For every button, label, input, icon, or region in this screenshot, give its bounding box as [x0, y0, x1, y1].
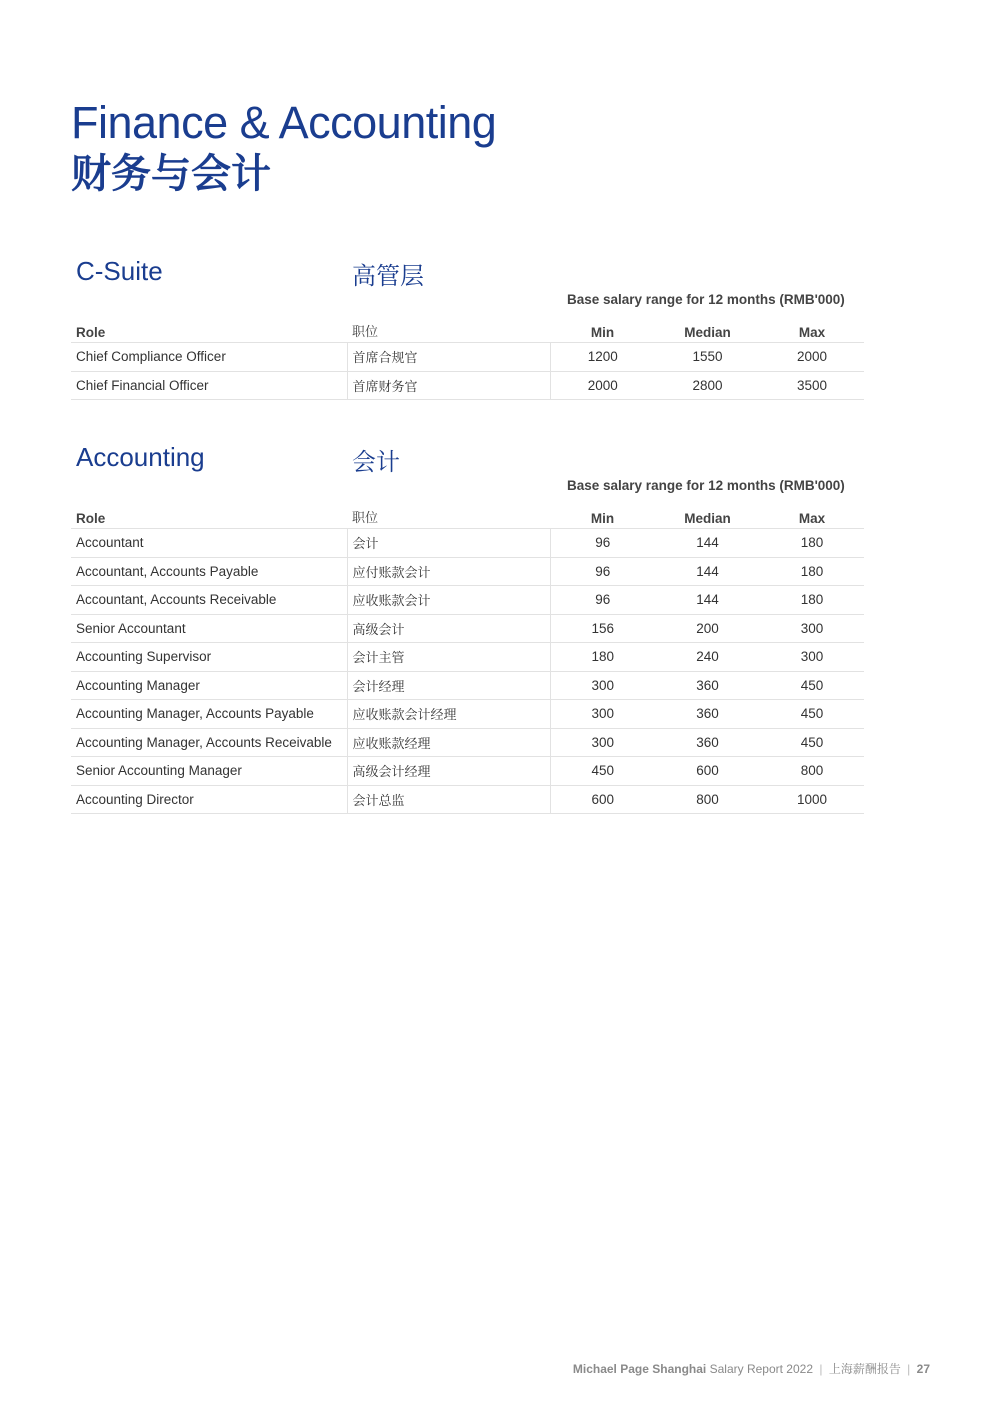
- role-zh-cell: 应付账款会计: [347, 557, 550, 586]
- role-cell: Chief Compliance Officer: [71, 343, 347, 372]
- max-cell: 450: [760, 671, 864, 700]
- median-cell: 144: [655, 529, 760, 558]
- section-title: Accounting: [76, 442, 205, 472]
- table-row: [71, 643, 864, 672]
- section-title: C-Suite: [76, 256, 163, 286]
- footer-report: Salary Report 2022: [709, 1362, 813, 1376]
- column-header-median: Median: [684, 325, 731, 340]
- role-cell: Chief Financial Officer: [71, 371, 347, 400]
- column-header-role: Role: [76, 511, 106, 526]
- column-header-max: Max: [798, 511, 826, 526]
- min-cell: 600: [550, 785, 655, 814]
- section-title-zh: 会计: [352, 448, 400, 476]
- footer-separator: |: [819, 1362, 823, 1376]
- min-cell: 96: [550, 557, 655, 586]
- table-row: [71, 671, 864, 700]
- role-cell: Accountant: [71, 529, 347, 558]
- table-row: [71, 343, 864, 372]
- table-row: [71, 529, 864, 558]
- max-cell: 180: [760, 529, 864, 558]
- median-cell: 2800: [655, 371, 760, 400]
- page-title: Finance & Accounting: [71, 97, 497, 148]
- salary-table: [71, 312, 864, 400]
- median-cell: 800: [655, 785, 760, 814]
- max-cell: 1000: [760, 785, 864, 814]
- role-cell: Accounting Director: [71, 785, 347, 814]
- role-cell: Accounting Manager: [71, 671, 347, 700]
- footer-separator: |: [907, 1362, 911, 1376]
- role-zh-cell: 应收账款会计: [347, 586, 550, 615]
- table-row: [71, 586, 864, 615]
- table-row: [71, 614, 864, 643]
- max-cell: 450: [760, 728, 864, 757]
- column-header-median: Median: [684, 511, 731, 526]
- table-row: [71, 785, 864, 814]
- median-cell: 144: [655, 557, 760, 586]
- median-cell: 360: [655, 728, 760, 757]
- role-zh-cell: 首席财务官: [347, 371, 550, 400]
- max-cell: 300: [760, 643, 864, 672]
- max-cell: 300: [760, 614, 864, 643]
- table-row: [71, 757, 864, 786]
- column-header-zh: 职位: [352, 325, 379, 340]
- median-cell: 200: [655, 614, 760, 643]
- column-header-max: Max: [798, 325, 826, 340]
- min-cell: 2000: [550, 371, 655, 400]
- footer-brand: Michael Page Shanghai: [572, 1362, 707, 1376]
- min-cell: 450: [550, 757, 655, 786]
- median-cell: 360: [655, 700, 760, 729]
- section-header: [71, 442, 864, 476]
- role-zh-cell: 首席合规官: [347, 343, 550, 372]
- role-cell: Senior Accountant: [71, 614, 347, 643]
- csuite-section: [71, 256, 864, 400]
- role-zh-cell: 应收账款经理: [347, 728, 550, 757]
- role-cell: Accounting Manager, Accounts Payable: [71, 700, 347, 729]
- min-cell: 96: [550, 586, 655, 615]
- column-header-min: Min: [590, 325, 615, 340]
- table-body: [71, 529, 864, 814]
- role-cell: Accounting Manager, Accounts Receivable: [71, 728, 347, 757]
- salary-table: [71, 498, 864, 814]
- role-zh-cell: 会计总监: [347, 785, 550, 814]
- table-row: [71, 371, 864, 400]
- min-cell: 180: [550, 643, 655, 672]
- max-cell: 450: [760, 700, 864, 729]
- max-cell: 800: [760, 757, 864, 786]
- max-cell: 180: [760, 586, 864, 615]
- role-cell: Accountant, Accounts Receivable: [71, 586, 347, 615]
- role-zh-cell: 会计: [347, 529, 550, 558]
- table-header-row: [71, 312, 864, 343]
- role-zh-cell: 会计经理: [347, 671, 550, 700]
- max-cell: 2000: [760, 343, 864, 372]
- column-header-role: Role: [76, 325, 106, 340]
- section-title-zh: 高管层: [352, 262, 424, 290]
- role-cell: Senior Accounting Manager: [71, 757, 347, 786]
- table-row: [71, 728, 864, 757]
- min-cell: 300: [550, 671, 655, 700]
- role-zh-cell: 会计主管: [347, 643, 550, 672]
- min-cell: 156: [550, 614, 655, 643]
- max-cell: 180: [760, 557, 864, 586]
- min-cell: 96: [550, 529, 655, 558]
- min-cell: 300: [550, 700, 655, 729]
- column-header-min: Min: [590, 511, 615, 526]
- salary-range-caption: Base salary range for 12 months (RMB'000): [567, 478, 845, 493]
- median-cell: 240: [655, 643, 760, 672]
- role-zh-cell: 应收账款会计经理: [347, 700, 550, 729]
- role-zh-cell: 高级会计: [347, 614, 550, 643]
- section-header: [71, 256, 864, 290]
- footer-zh: 上海薪酬报告: [828, 1362, 901, 1376]
- page-number: 27: [916, 1362, 930, 1376]
- column-header-zh: 职位: [352, 511, 379, 526]
- role-zh-cell: 高级会计经理: [347, 757, 550, 786]
- role-cell: Accounting Supervisor: [71, 643, 347, 672]
- accounting-section: [71, 442, 864, 814]
- max-cell: 3500: [760, 371, 864, 400]
- table-row: [71, 700, 864, 729]
- min-cell: 300: [550, 728, 655, 757]
- median-cell: 1550: [655, 343, 760, 372]
- page-title-zh: 财务与会计: [71, 151, 271, 197]
- table-body: [71, 343, 864, 400]
- min-cell: 1200: [550, 343, 655, 372]
- role-cell: Accountant, Accounts Payable: [71, 557, 347, 586]
- page-footer: [573, 1360, 930, 1377]
- table-header-row: [71, 498, 864, 529]
- median-cell: 144: [655, 586, 760, 615]
- salary-range-caption: Base salary range for 12 months (RMB'000): [567, 292, 845, 307]
- median-cell: 360: [655, 671, 760, 700]
- median-cell: 600: [655, 757, 760, 786]
- table-row: [71, 557, 864, 586]
